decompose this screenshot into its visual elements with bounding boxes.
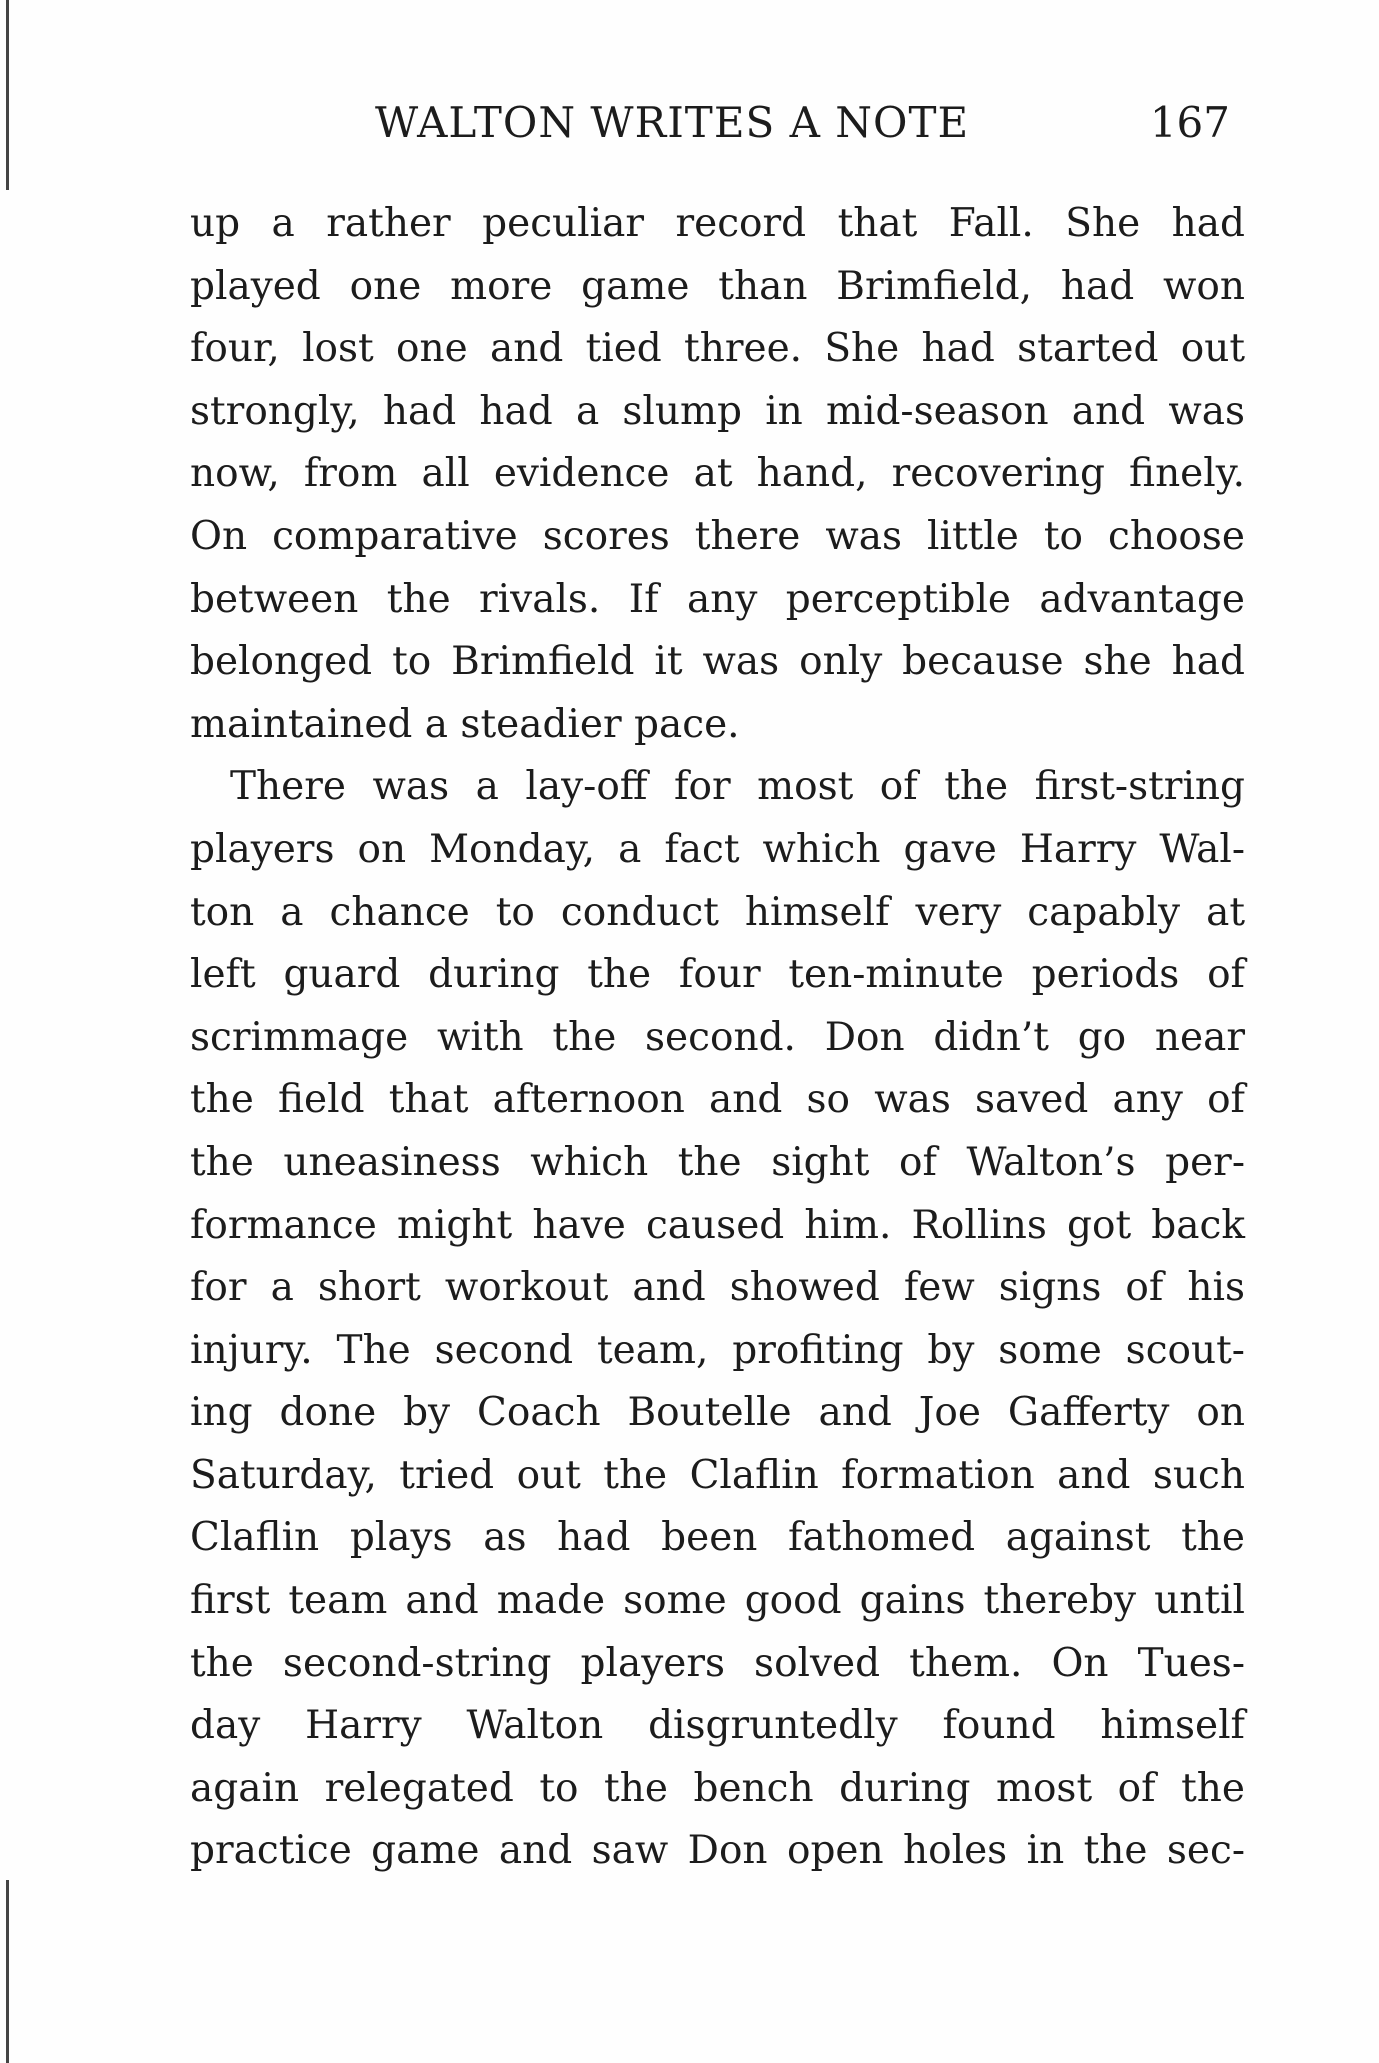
text-line: the field that afternoon and so was saved any of	[190, 1077, 1245, 1123]
page-number: 167	[1149, 98, 1230, 147]
text-line: the second-string players solved them. On Tues-	[190, 1640, 1245, 1686]
text-line: practice game and saw Don open holes in the sec-	[190, 1828, 1245, 1874]
scan-edge-line-bottom	[6, 1880, 9, 2063]
text-line: day Harry Walton disgruntedly found himself	[190, 1703, 1245, 1749]
text-line: maintained a steadier pace.	[190, 701, 740, 747]
paragraph-2	[190, 756, 1245, 1883]
text-line: strongly, had had a slump in mid-season and was	[190, 388, 1245, 434]
text-line: for a short workout and showed few signs of his	[190, 1265, 1245, 1311]
body-text	[190, 193, 1245, 1883]
text-line: scrimmage with the second. Don didn’t go near	[190, 1014, 1245, 1060]
text-line: players on Monday, a fact which gave Harry Wal-	[190, 826, 1245, 872]
paragraph-1	[190, 193, 1245, 756]
text-line: Saturday, tried out the Claflin formation and such	[190, 1452, 1245, 1498]
text-line: belonged to Brimfield it was only because she had	[190, 639, 1245, 685]
text-line: four, lost one and tied three. She had started out	[190, 326, 1245, 372]
text-line: up a rather peculiar record that Fall. She had	[190, 201, 1245, 246]
text-line: between the rivals. If any perceptible advantage	[190, 576, 1245, 622]
text-line: now, from all evidence at hand, recovering finely.	[190, 451, 1245, 497]
text-line: On comparative scores there was little to choose	[190, 513, 1245, 559]
text-line: There was a lay-off for most of the first-string	[230, 764, 1245, 810]
text-line: the uneasiness which the sight of Walton’s per-	[190, 1139, 1245, 1185]
running-head: WALTON WRITES A NOTE	[375, 98, 970, 147]
scan-edge-line-top	[6, 0, 9, 190]
text-line: again relegated to the bench during most of the	[190, 1765, 1245, 1811]
text-line: Claflin plays as had been fathomed against the	[190, 1515, 1245, 1561]
page-header	[190, 98, 1240, 158]
text-line: formance might have caused him. Rollins got back	[190, 1202, 1245, 1248]
text-line: injury. The second team, profiting by some scout-	[190, 1327, 1245, 1373]
text-line: ton a chance to conduct himself very capably at	[190, 889, 1245, 935]
text-line: first team and made some good gains thereby until	[190, 1578, 1245, 1624]
text-line: left guard during the four ten-minute periods of	[190, 952, 1245, 998]
text-line: played one more game than Brimfield, had won	[190, 263, 1245, 309]
text-line: ing done by Coach Boutelle and Joe Gafferty on	[190, 1390, 1245, 1436]
